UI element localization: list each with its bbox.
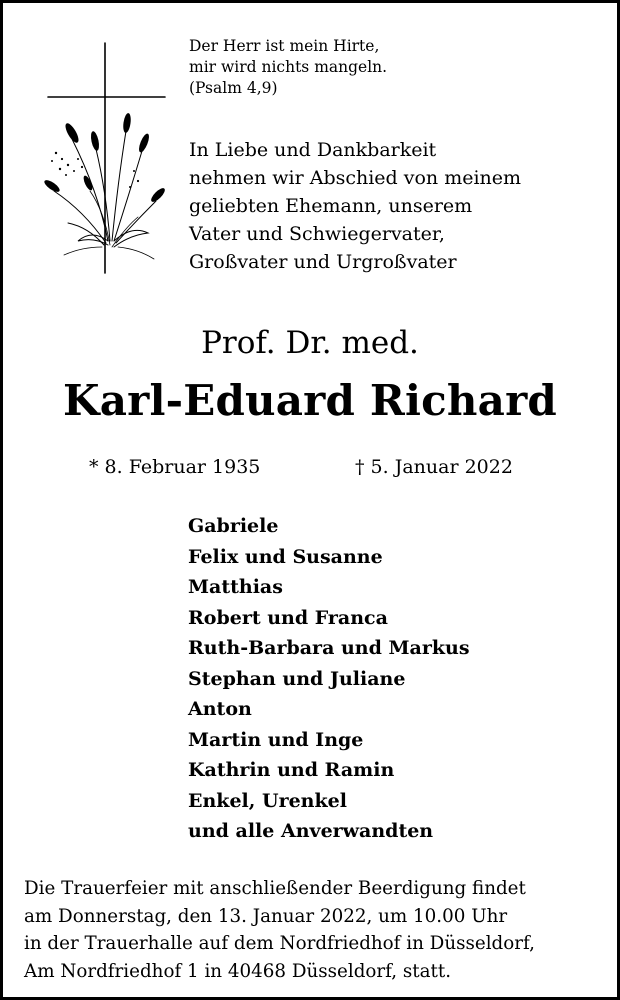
deceased-name: Karl-Eduard Richard xyxy=(63,376,557,425)
mourner: Stephan und Juliane xyxy=(188,667,406,690)
funeral-line: Die Trauerfeier mit anschließender Beerdigung findet xyxy=(24,878,526,899)
funeral-details xyxy=(24,875,535,985)
mourner: und alle Anverwandten xyxy=(188,820,434,842)
funeral-line: in der Trauerhalle auf dem Nordfriedhof in Düsseldorf, xyxy=(24,933,535,954)
academic-title: Prof. Dr. med. xyxy=(201,325,419,361)
death-date: † 5. Januar 2022 xyxy=(355,456,513,478)
verse-line: mir wird nichts mangeln. xyxy=(189,58,388,76)
mourner: Enkel, Urenkel xyxy=(188,789,347,812)
mourner: Matthias xyxy=(188,576,283,598)
verse-line: Der Herr ist mein Hirte, xyxy=(189,37,380,55)
funeral-line: Am Nordfriedhof 1 in 40468 Düsseldorf, statt. xyxy=(24,960,452,982)
farewell-line: In Liebe und Dankbarkeit xyxy=(189,139,437,161)
mourner: Robert und Franca xyxy=(188,606,388,629)
mourner: Ruth-Barbara und Markus xyxy=(188,637,470,659)
farewell-line: nehmen wir Abschied von meinem xyxy=(189,167,522,189)
psalm-verse xyxy=(189,36,387,99)
farewell-line: geliebten Ehemann, unserem xyxy=(189,195,473,217)
farewell-line: Großvater und Urgroßvater xyxy=(189,251,457,273)
mourners-list xyxy=(188,511,470,847)
cross-with-wheat-icon xyxy=(38,41,170,277)
mourner: Martin und Inge xyxy=(188,728,364,751)
farewell-text xyxy=(189,136,521,276)
verse-reference: (Psalm 4,9) xyxy=(189,79,278,97)
farewell-line: Vater und Schwiegervater, xyxy=(189,223,445,245)
mourner: Gabriele xyxy=(188,515,279,537)
birth-date: * 8. Februar 1935 xyxy=(89,456,261,478)
funeral-line: am Donnerstag, den 13. Januar 2022, um 10.00 Uhr xyxy=(24,905,508,927)
mourner: Kathrin und Ramin xyxy=(188,759,395,781)
mourner: Anton xyxy=(188,698,252,720)
mourner: Felix und Susanne xyxy=(188,545,383,568)
